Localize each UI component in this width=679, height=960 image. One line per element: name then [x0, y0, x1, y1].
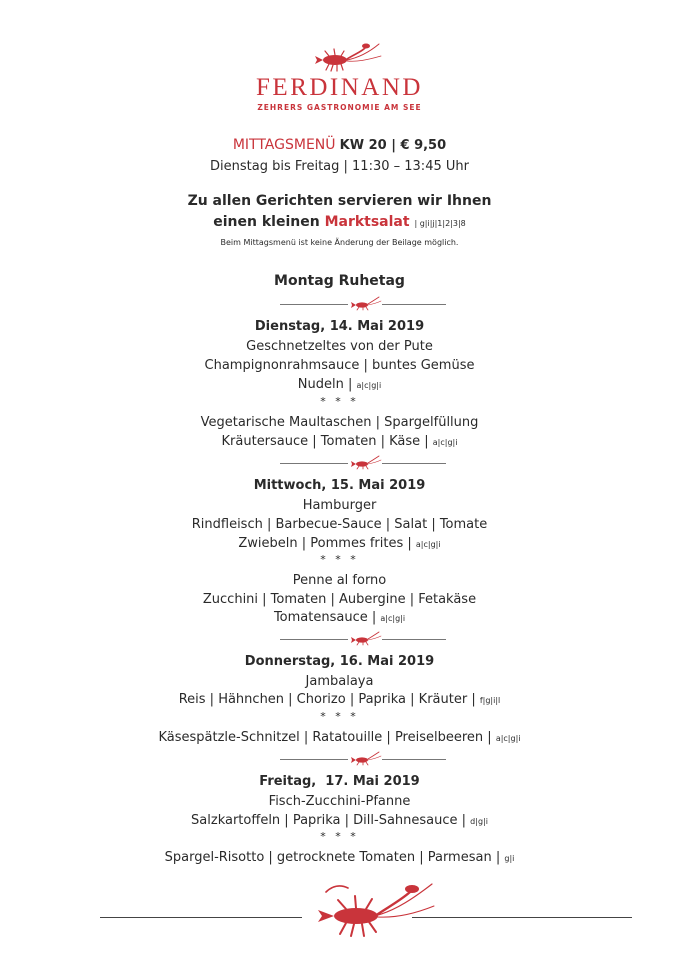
- divider-line: [100, 917, 302, 918]
- footer-divider: [0, 880, 679, 940]
- dish-line: Geschnetzeltes von der Pute: [246, 339, 433, 354]
- salad-note-line2: [0, 213, 679, 233]
- lobster-icon: [348, 750, 382, 766]
- menu-hours: Dienstag bis Freitag | 11:30 – 13:45 Uhr: [210, 159, 469, 174]
- allergen-codes: g|i: [504, 854, 515, 863]
- lobster-icon: [348, 295, 382, 311]
- dish-line: [0, 608, 679, 628]
- logo: [0, 40, 679, 112]
- dish-text: Zwiebeln | Pommes frites |: [238, 536, 412, 551]
- allergen-codes: f|g|i|l: [479, 696, 501, 705]
- dish-line: [0, 432, 679, 452]
- salad-note-prefix: einen kleinen: [213, 214, 320, 230]
- brand-subtitle: ZEHRERS GASTRONOMIE AM SEE: [257, 103, 422, 112]
- dish-text: Spargel-Risotto | getrocknete Tomaten | Parmesan |: [164, 850, 501, 865]
- menu-heading: [0, 136, 679, 155]
- section-divider: [0, 295, 679, 313]
- allergen-codes: a|c|g|i: [380, 614, 406, 623]
- allergen-codes: a|c|g|i: [432, 438, 458, 447]
- day-date: Dienstag, 14. Mai 2019: [254, 319, 425, 334]
- dish-text: Kräutersauce | Tomaten | Käse |: [221, 434, 429, 449]
- menu-title: MITTAGSMENÜ: [232, 137, 336, 153]
- allergen-codes: a|c|g|i: [415, 540, 441, 549]
- dish-separator: * * *: [320, 395, 359, 408]
- dish-line: Hamburger: [302, 498, 377, 513]
- allergen-codes: d|g|i: [470, 817, 488, 826]
- dish-separator: * * *: [320, 830, 359, 843]
- dish-line: Fisch-Zucchini-Pfanne: [268, 794, 411, 809]
- dish-line: Rindfleisch | Barbecue-Sauce | Salat | Tomate: [191, 517, 488, 532]
- dish-line: Vegetarische Maultaschen | Spargelfüllung: [200, 415, 479, 430]
- lobster-icon: [348, 630, 382, 646]
- divider-line: [280, 463, 348, 464]
- lobster-icon: [295, 40, 385, 74]
- salad-note-line1: Zu allen Gerichten servieren wir Ihnen: [187, 193, 492, 209]
- salad-note-highlight: Marktsalat: [324, 214, 410, 230]
- dish-line: Penne al forno: [292, 573, 387, 588]
- divider-line: [280, 304, 348, 305]
- closed-day: Montag Ruhetag: [274, 273, 405, 289]
- dish-line: Zucchini | Tomaten | Aubergine | Fetakäse: [202, 592, 477, 607]
- divider-line: [382, 639, 446, 640]
- dish-line: [0, 728, 679, 748]
- dish-line: [0, 375, 679, 395]
- dish-separator: * * *: [320, 710, 359, 723]
- day-date: Donnerstag, 16. Mai 2019: [244, 654, 435, 669]
- dish-line: Champignonrahmsauce | buntes Gemüse: [204, 358, 475, 373]
- dish-line: [0, 690, 679, 710]
- allergen-codes: a|c|g|i: [495, 734, 521, 743]
- divider-line: [280, 639, 348, 640]
- dish-line: [0, 811, 679, 831]
- salad-allergens: | g|i|j|1|2|3|8: [414, 219, 466, 228]
- day-date: Mittwoch, 15. Mai 2019: [253, 478, 426, 493]
- lobster-icon: [306, 880, 436, 938]
- section-divider: [0, 630, 679, 648]
- section-divider: [0, 750, 679, 768]
- allergen-codes: a|c|g|i: [356, 381, 382, 390]
- day-date: Freitag, 17. Mai 2019: [259, 774, 420, 789]
- brand-name: FERDINAND: [256, 74, 423, 101]
- dish-separator: * * *: [320, 553, 359, 566]
- dish-text: Nudeln |: [297, 377, 353, 392]
- lobster-icon: [348, 454, 382, 470]
- divider-line: [382, 304, 446, 305]
- section-divider: [0, 454, 679, 472]
- dish-line: Jambalaya: [305, 674, 374, 689]
- dish-line: [0, 848, 679, 868]
- divider-line: [280, 759, 348, 760]
- dish-line: [0, 534, 679, 554]
- divider-line: [412, 917, 632, 918]
- divider-line: [382, 759, 446, 760]
- menu-week-price: KW 20 | € 9,50: [339, 138, 447, 153]
- dish-text: Käsespätzle-Schnitzel | Ratatouille | Preiselbeeren |: [158, 730, 492, 745]
- divider-line: [382, 463, 446, 464]
- side-note: Beim Mittagsmenü ist keine Änderung der Beilage möglich.: [220, 238, 459, 247]
- dish-text: Reis | Hähnchen | Chorizo | Paprika | Kräuter |: [178, 692, 476, 707]
- dish-text: Salzkartoffeln | Paprika | Dill-Sahnesauce |: [191, 813, 467, 828]
- dish-text: Tomatensauce |: [273, 610, 377, 625]
